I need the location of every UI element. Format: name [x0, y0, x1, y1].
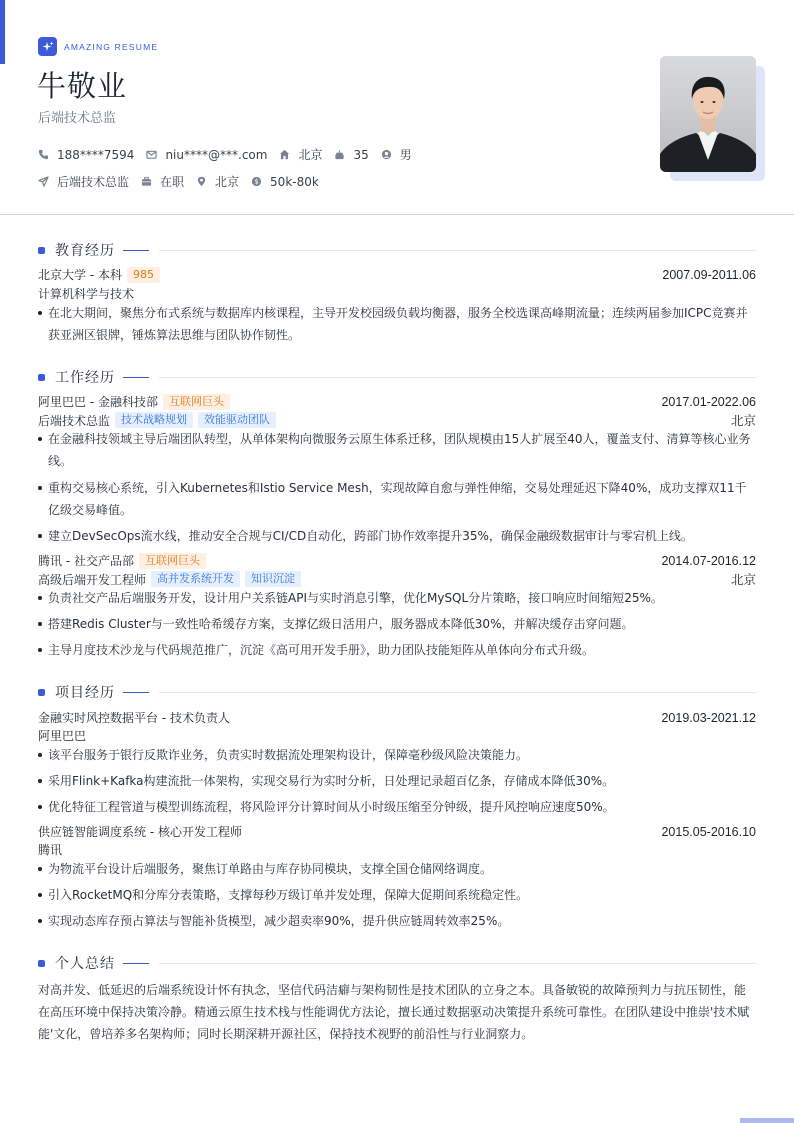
brand	[38, 37, 158, 56]
project-bullet: 引入RocketMQ和分库分表策略，支撑每秒万级订单并发处理，保障大促期间系统稳定性。	[38, 884, 756, 906]
school-tag: 985	[127, 267, 160, 283]
gender-icon	[381, 149, 392, 160]
phone-text: 188****7594	[57, 147, 135, 162]
bottom-accent-bar	[740, 1118, 794, 1123]
work-period: 2017.01-2022.06	[661, 394, 756, 409]
skill-tag: 知识沉淀	[245, 571, 301, 587]
company-name: 腾讯 - 社交产品部	[38, 554, 134, 568]
project-2-org-row	[38, 841, 756, 858]
project-bullet: 该平台服务于银行反欺诈业务，负责实时数据流处理架构设计，保障毫秒级风险决策能力。	[38, 744, 756, 766]
age-text: 35	[353, 147, 369, 162]
target-role-info	[38, 173, 129, 190]
project-period: 2015.05-2016.10	[661, 824, 756, 839]
section-dot	[38, 960, 45, 967]
company-name: 阿里巴巴 - 金融科技部	[38, 395, 158, 409]
section-dot	[38, 247, 45, 254]
job-role: 后端技术总监	[38, 413, 111, 428]
candidate-title: 后端技术总监	[38, 111, 117, 126]
status-text: 在职	[160, 175, 185, 189]
section-title-education: 教育经历	[55, 243, 115, 259]
section-dot	[38, 374, 45, 381]
work-entry-1-header	[38, 393, 756, 410]
gender-info	[381, 146, 412, 163]
mail-icon	[146, 149, 157, 160]
city-text: 北京	[298, 148, 323, 162]
salary-info	[251, 175, 319, 189]
work-bullet: 建立DevSecOps流水线，推动安全合规与CI/CD自动化，跨部门协作效率提升35%，确保金融级数据审计与零宕机上线。	[38, 525, 756, 547]
email-text: niu****@***.com	[165, 147, 268, 162]
work-period: 2014.07-2016.12	[661, 553, 756, 568]
target-city-info	[196, 173, 239, 190]
phone-icon	[38, 149, 49, 160]
money-icon	[251, 176, 262, 187]
job-role: 高级后端开发工程师	[38, 572, 147, 587]
work-entry-1-role-row	[38, 411, 756, 429]
major: 计算机科学与技术	[38, 287, 135, 301]
project-1-header	[38, 709, 756, 726]
project-bullet: 采用Flink+Kafka构建流批一体架构，实现交易行为实时分析，日处理记录超百亿条，存储成本降低30%。	[38, 770, 756, 792]
section-summary	[38, 953, 756, 973]
skill-tag: 技术战略规划	[115, 412, 193, 428]
job-intent-row	[38, 173, 331, 190]
section-title-projects: 项目经历	[55, 685, 115, 701]
city-info	[279, 146, 322, 163]
work-bullet: 重构交易核心系统，引入Kubernetes和Istio Service Mesh，实现故障自愈与弹性伸缩，交易处理延迟下降40%，成功支撑双11千亿级交易峰值。	[38, 477, 756, 521]
home-icon	[279, 149, 290, 160]
project-bullet: 为物流平台设计后端服务，聚焦订单路由与库存协同模块，支撑全国仓储网络调度。	[38, 858, 756, 880]
status-info	[141, 173, 184, 190]
skill-tag: 高并发系统开发	[151, 571, 240, 587]
school-name: 北京大学 - 本科	[38, 268, 122, 282]
location-pin-icon	[196, 176, 207, 187]
work-location: 北京	[730, 414, 756, 428]
education-period: 2007.09-2011.06	[662, 267, 756, 282]
project-name: 金融实时风控数据平台 - 技术负责人	[38, 711, 230, 725]
email-info	[146, 148, 267, 162]
education-bullet: 在北大期间，聚焦分布式系统与数据库内核课程，主导开发校园级负载均衡器，服务全校选课高峰期流量；连续两届参加ICPC竞赛并获亚洲区银牌，锤炼算法思维与团队协作韧性。	[38, 302, 756, 346]
education-major-row	[38, 285, 756, 302]
project-bullet: 优化特征工程管道与模型训练流程，将风险评分计算时间从小时级压缩至分钟级，提升风控响应速度50%。	[38, 796, 756, 818]
profile-photo	[660, 56, 756, 172]
section-education	[38, 240, 756, 260]
section-work	[38, 367, 756, 387]
project-period: 2019.03-2021.12	[661, 710, 756, 725]
section-title-work: 工作经历	[55, 370, 115, 386]
section-dot	[38, 689, 45, 696]
salary-text: 50k-80k	[270, 174, 319, 189]
briefcase-icon	[141, 176, 152, 187]
education-entry	[38, 266, 756, 283]
project-org: 阿里巴巴	[38, 729, 87, 743]
svg-text:$: $	[254, 178, 259, 187]
project-name: 供应链智能调度系统 - 核心开发工程师	[38, 825, 242, 839]
section-projects	[38, 682, 756, 702]
company-tag: 互联网巨头	[139, 553, 206, 569]
work-entry-2-header	[38, 552, 756, 569]
age-info	[334, 148, 368, 162]
work-bullet: 搭建Redis Cluster与一致性哈希缓存方案，支撑亿级日活用户，服务器成本降低30%，并解决缓存击穿问题。	[38, 613, 756, 635]
work-bullet: 在金融科技领域主导后端团队转型，从单体架构向微服务云原生体系迁移，团队规模由15人扩展至40人，覆盖支付、清算等核心业务线。	[38, 428, 756, 472]
candidate-name: 牛敬业	[37, 69, 128, 103]
resume-header	[0, 0, 794, 215]
section-title-summary: 个人总结	[55, 956, 115, 972]
work-entry-2-role-row	[38, 570, 756, 588]
work-bullet: 负责社交产品后端服务开发，设计用户关系链API与实时消息引擎，优化MySQL分片策略，接口响应时间缩短25%。	[38, 587, 756, 609]
skill-tag: 效能驱动团队	[198, 412, 276, 428]
target-role-text: 后端技术总监	[57, 175, 130, 189]
target-city-text: 北京	[215, 175, 240, 189]
project-bullet: 实现动态库存预占算法与智能补货模型，减少超卖率90%，提升供应链周转效率25%。	[38, 910, 756, 932]
project-2-header	[38, 823, 756, 840]
summary-text: 对高并发、低延迟的后端系统设计怀有执念，坚信代码洁癖与架构韧性是技术团队的立身之本。具备敏锐的故障预判力与抗压韧性，能在高压环境中保持决策冷静。精通云原生技术栈与性能调优方法论，擅长通过数据驱动决策提升系统可靠性。在团队建设中推崇'技术赋能'文化，曾培养多名架构师；同时长期深耕开源社区，保持技术视野的前沿性与行业洞察力。	[38, 983, 750, 1041]
cake-icon	[334, 149, 345, 160]
project-1-org-row	[38, 727, 756, 744]
work-location: 北京	[730, 573, 756, 587]
phone-info	[38, 148, 134, 162]
company-tag: 互联网巨头	[163, 394, 230, 410]
contact-row	[38, 146, 424, 163]
sparkle-icon	[38, 37, 57, 56]
brand-text: AMAZING RESUME	[64, 41, 159, 52]
gender-text: 男	[399, 148, 412, 162]
send-icon	[38, 176, 49, 187]
work-bullet: 主导月度技术沙龙与代码规范推广，沉淀《高可用开发手册》，助力团队技能矩阵从单体向分布式升级。	[38, 639, 756, 661]
project-org: 腾讯	[38, 843, 63, 857]
